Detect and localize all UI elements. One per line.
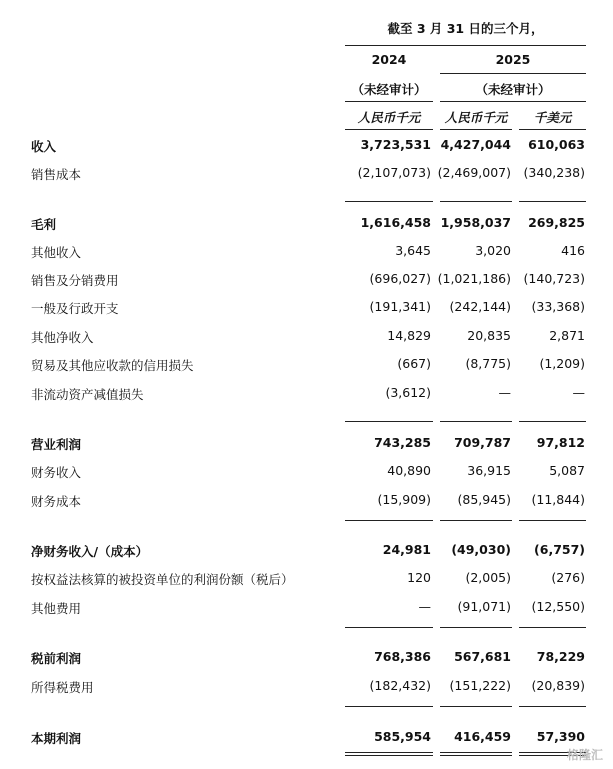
value-2024: 3,645 bbox=[395, 243, 431, 258]
rule-before-pretax-3 bbox=[519, 627, 586, 628]
value-2025-rmb: (151,222) bbox=[449, 678, 511, 693]
rule-before-pretax-1 bbox=[345, 627, 433, 628]
value-2024: 768,386 bbox=[374, 649, 431, 664]
row-equity-share bbox=[0, 570, 613, 588]
row-impairment bbox=[0, 385, 613, 403]
row-operating-profit bbox=[0, 435, 613, 453]
row-income-tax bbox=[0, 678, 613, 696]
period-header: 截至 3 月 31 日的三个月， bbox=[387, 21, 544, 36]
value-2025-rmb: 709,787 bbox=[454, 435, 511, 450]
rule-before-net-finance-2 bbox=[440, 520, 512, 521]
row-label: 财务成本 bbox=[31, 494, 82, 509]
value-2025-rmb: 20,835 bbox=[467, 328, 511, 343]
audit-2025: （未经审计） bbox=[475, 82, 551, 97]
value-2025-usd: 610,063 bbox=[528, 137, 585, 152]
value-2025-rmb: 1,958,037 bbox=[440, 215, 511, 230]
value-2025-usd: — bbox=[572, 385, 585, 400]
row-label: 其他净收入 bbox=[31, 330, 94, 345]
row-other-income bbox=[0, 243, 613, 261]
value-2024: — bbox=[418, 599, 431, 614]
watermark-logo: 格隆汇 bbox=[566, 748, 603, 762]
row-label: 非流动资产减值损失 bbox=[31, 387, 144, 402]
year-rule-2025 bbox=[440, 73, 586, 74]
row-other-expenses bbox=[0, 599, 613, 617]
value-2025-rmb: (85,945) bbox=[457, 492, 511, 507]
row-net-finance bbox=[0, 542, 613, 560]
value-2025-usd: 269,825 bbox=[528, 215, 585, 230]
value-2025-usd: 5,087 bbox=[549, 463, 585, 478]
row-pretax-profit bbox=[0, 649, 613, 667]
value-2025-usd: (6,757) bbox=[534, 542, 585, 557]
value-2025-usd: 57,390 bbox=[536, 729, 585, 744]
row-label: 税前利润 bbox=[31, 651, 82, 666]
row-label: 按权益法核算的被投资单位的利润份额（税后） bbox=[31, 572, 294, 587]
value-2025-rmb: 4,427,044 bbox=[440, 137, 511, 152]
value-2025-rmb: (2,005) bbox=[465, 570, 511, 585]
value-2024: 24,981 bbox=[382, 542, 431, 557]
value-2025-rmb: 3,020 bbox=[475, 243, 511, 258]
year-2025: 2025 bbox=[495, 52, 531, 67]
value-2025-rmb: 567,681 bbox=[454, 649, 511, 664]
value-2025-usd: (20,839) bbox=[531, 678, 585, 693]
value-2025-usd: (33,368) bbox=[531, 299, 585, 314]
rule-before-net-profit-2 bbox=[440, 706, 512, 707]
year-2024: 2024 bbox=[371, 52, 407, 67]
value-2025-usd: (276) bbox=[551, 570, 585, 585]
row-other-net-income bbox=[0, 328, 613, 346]
header-rule bbox=[345, 45, 586, 46]
unit-rule-2 bbox=[440, 129, 512, 130]
rule-before-gross-profit-2 bbox=[440, 201, 512, 202]
row-credit-losses bbox=[0, 356, 613, 374]
value-2025-rmb: (2,469,007) bbox=[437, 165, 511, 180]
value-2024: 1,616,458 bbox=[360, 215, 431, 230]
rule-before-net-profit-3 bbox=[519, 706, 586, 707]
value-2024: 40,890 bbox=[387, 463, 431, 478]
value-2024: (15,909) bbox=[377, 492, 431, 507]
value-2025-usd: 2,871 bbox=[549, 328, 585, 343]
row-selling-expenses bbox=[0, 271, 613, 289]
row-label: 其他收入 bbox=[31, 245, 82, 260]
row-label: 收入 bbox=[31, 139, 57, 154]
row-admin-expenses bbox=[0, 299, 613, 317]
double-rule-bottom-1 bbox=[345, 755, 433, 756]
rule-before-operating-profit-3 bbox=[519, 421, 586, 422]
row-label: 毛利 bbox=[31, 217, 57, 232]
row-net-profit bbox=[0, 729, 613, 747]
value-2025-rmb: (8,775) bbox=[465, 356, 511, 371]
rule-before-operating-profit-2 bbox=[440, 421, 512, 422]
row-label: 所得税费用 bbox=[31, 680, 94, 695]
row-label: 净财务收入/（成本） bbox=[31, 544, 149, 559]
row-revenue bbox=[0, 137, 613, 155]
value-2025-usd: (1,209) bbox=[539, 356, 585, 371]
value-2024: (191,341) bbox=[369, 299, 431, 314]
value-2025-rmb: (91,071) bbox=[457, 599, 511, 614]
row-label: 其他费用 bbox=[31, 601, 82, 616]
value-2024: 743,285 bbox=[374, 435, 431, 450]
value-2025-rmb: — bbox=[498, 385, 511, 400]
double-rule-top-1 bbox=[345, 752, 433, 753]
row-label: 本期利润 bbox=[31, 731, 82, 746]
rule-before-net-profit-1 bbox=[345, 706, 433, 707]
value-2024: (696,027) bbox=[369, 271, 431, 286]
rule-before-operating-profit-1 bbox=[345, 421, 433, 422]
value-2024: (3,612) bbox=[385, 385, 431, 400]
value-2024: 3,723,531 bbox=[360, 137, 431, 152]
value-2025-usd: 97,812 bbox=[536, 435, 585, 450]
value-2025-rmb: (49,030) bbox=[451, 542, 511, 557]
audit-rule-2024 bbox=[345, 101, 433, 102]
audit-2024: （未经审计） bbox=[351, 82, 427, 97]
row-label: 销售成本 bbox=[31, 167, 82, 182]
value-2025-usd: 78,229 bbox=[536, 649, 585, 664]
value-2025-usd: (11,844) bbox=[531, 492, 585, 507]
value-2025-usd: 416 bbox=[561, 243, 585, 258]
value-2024: 585,954 bbox=[374, 729, 431, 744]
value-2025-rmb: 36,915 bbox=[467, 463, 511, 478]
value-2025-usd: (340,238) bbox=[523, 165, 585, 180]
unit-usd-2025: 千美元 bbox=[533, 110, 572, 125]
value-2024: 14,829 bbox=[387, 328, 431, 343]
row-label: 销售及分销费用 bbox=[31, 273, 119, 288]
unit-rule-3 bbox=[519, 129, 586, 130]
audit-rule-2025 bbox=[440, 101, 586, 102]
value-2025-usd: (12,550) bbox=[531, 599, 585, 614]
value-2025-rmb: (1,021,186) bbox=[437, 271, 511, 286]
row-label: 贸易及其他应收款的信用损失 bbox=[31, 358, 194, 373]
rule-before-net-finance-1 bbox=[345, 520, 433, 521]
rule-before-net-finance-3 bbox=[519, 520, 586, 521]
row-finance-income bbox=[0, 463, 613, 481]
value-2025-usd: (140,723) bbox=[523, 271, 585, 286]
double-rule-bottom-2 bbox=[440, 755, 512, 756]
value-2025-rmb: 416,459 bbox=[454, 729, 511, 744]
rule-before-gross-profit-1 bbox=[345, 201, 433, 202]
rule-before-gross-profit-3 bbox=[519, 201, 586, 202]
value-2024: (2,107,073) bbox=[357, 165, 431, 180]
value-2024: (182,432) bbox=[369, 678, 431, 693]
value-2024: 120 bbox=[407, 570, 431, 585]
row-finance-costs bbox=[0, 492, 613, 510]
unit-rmb-2024: 人民币千元 bbox=[357, 110, 421, 125]
value-2024: (667) bbox=[397, 356, 431, 371]
row-cost-of-sales bbox=[0, 165, 613, 183]
row-label: 营业利润 bbox=[31, 437, 82, 452]
rule-before-pretax-2 bbox=[440, 627, 512, 628]
value-2025-rmb: (242,144) bbox=[449, 299, 511, 314]
double-rule-top-2 bbox=[440, 752, 512, 753]
row-gross-profit bbox=[0, 215, 613, 233]
row-label: 一般及行政开支 bbox=[31, 301, 119, 316]
unit-rmb-2025: 人民币千元 bbox=[444, 110, 508, 125]
unit-rule-1 bbox=[345, 129, 433, 130]
row-label: 财务收入 bbox=[31, 465, 82, 480]
